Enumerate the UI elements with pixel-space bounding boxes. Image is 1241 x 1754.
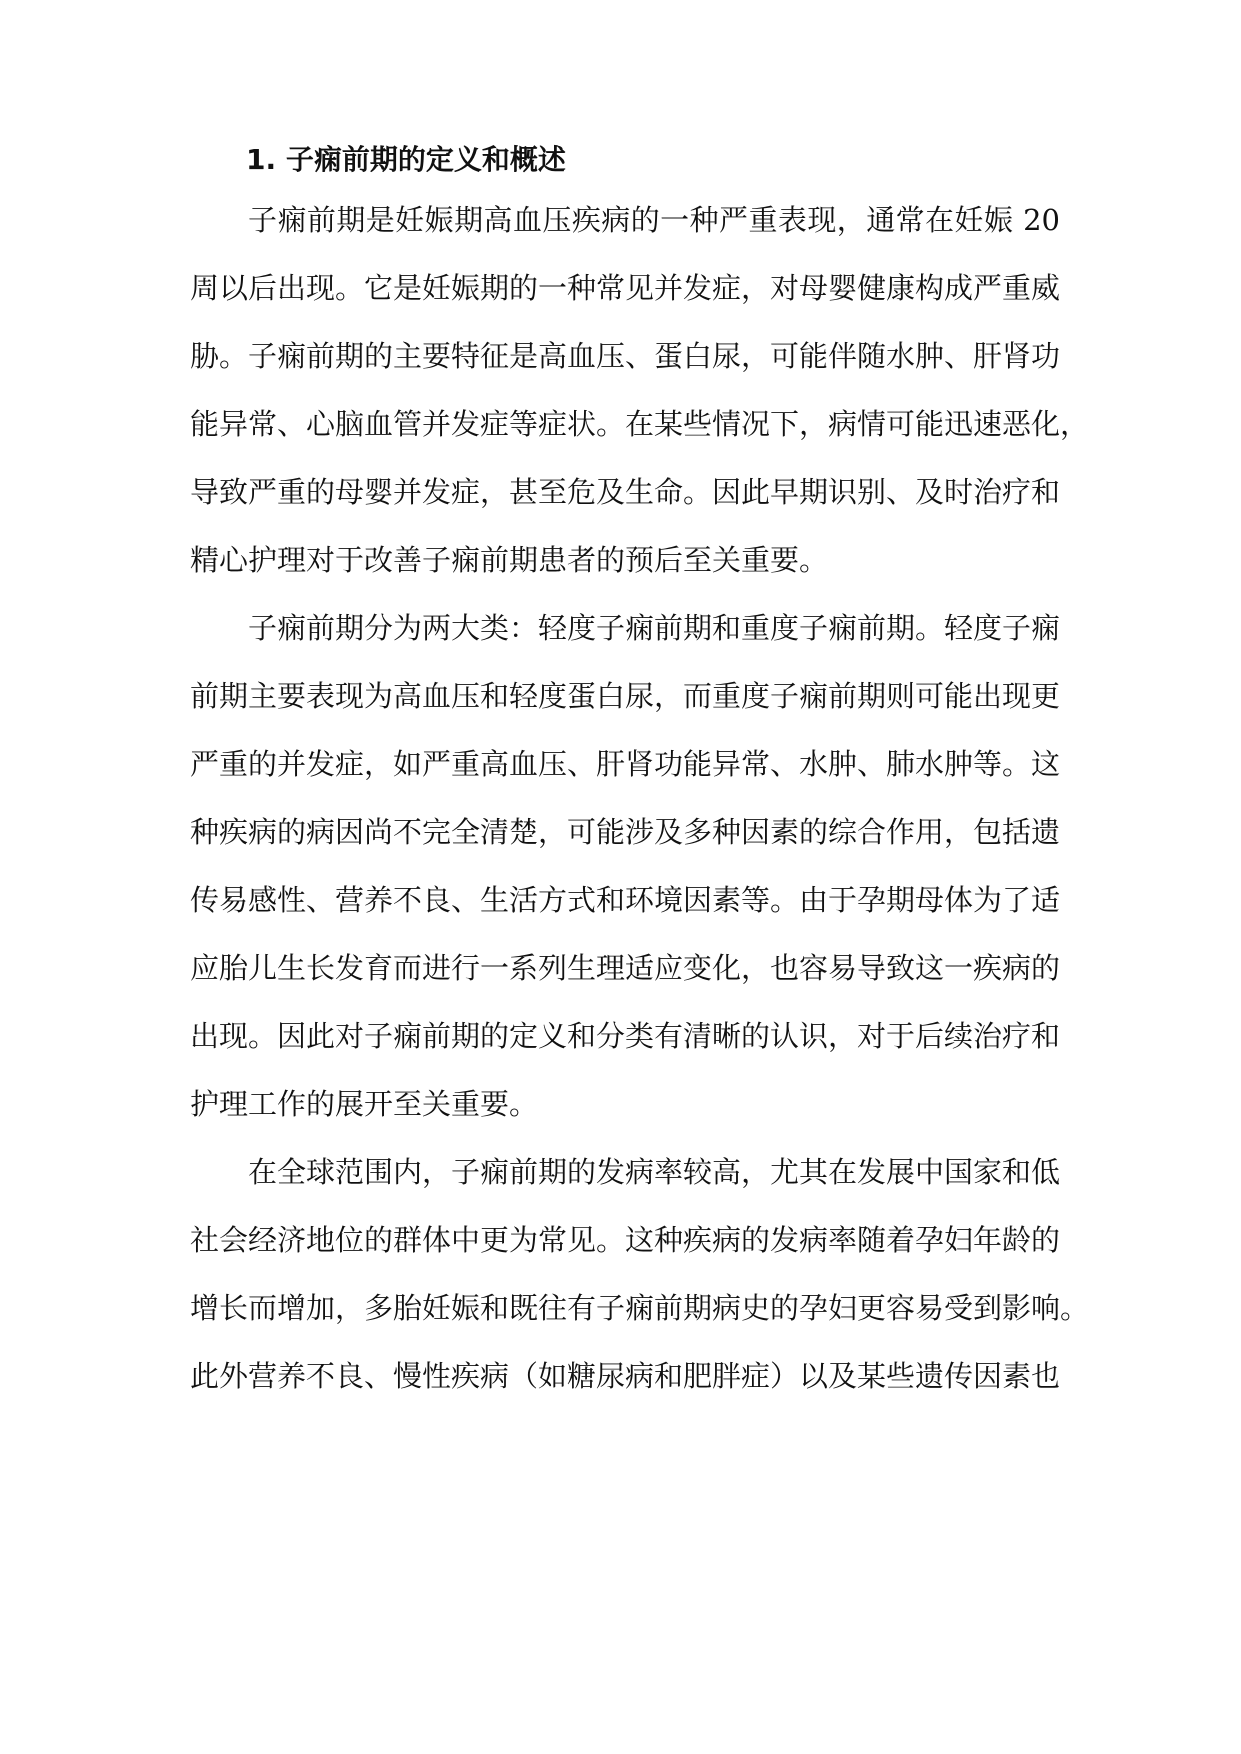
paragraph-3-line-1: 在全球范围内，子痫前期的发病率较高，尤其在发展中国家和低 [248, 1155, 1061, 1189]
paragraph-1-line-6: 精心护理对于改善子痫前期患者的预后至关重要。 [190, 543, 829, 577]
paragraph-2-line-8: 护理工作的展开至关重要。 [190, 1087, 539, 1121]
paragraph-2-line-4: 种疾病的病因尚不完全清楚，可能涉及多种因素的综合作用，包括遗 [190, 815, 1061, 849]
paragraph-2-line-3: 严重的并发症，如严重高血压、肝肾功能异常、水肿、肺水肿等。这 [190, 747, 1061, 781]
paragraph-2-line-7: 出现。因此对子痫前期的定义和分类有清晰的认识，对于后续治疗和 [190, 1019, 1061, 1053]
paragraph-1-line-1: 子痫前期是妊娠期高血压疾病的一种严重表现，通常在妊娠 20 [248, 203, 1060, 237]
paragraph-1-line-5: 导致严重的母婴并发症，甚至危及生命。因此早期识别、及时治疗和 [190, 475, 1061, 509]
paragraph-3-line-3: 增长而增加，多胎妊娠和既往有子痫前期病史的孕妇更容易受到影响。 [190, 1291, 1090, 1325]
paragraph-2-line-6: 应胎儿生长发育而进行一系列生理适应变化，也容易导致这一疾病的 [190, 951, 1061, 985]
paragraph-2-line-5: 传易感性、营养不良、生活方式和环境因素等。由于孕期母体为了适 [190, 883, 1061, 917]
paragraph-1-line-2: 周以后出现。它是妊娠期的一种常见并发症，对母婴健康构成严重威 [190, 271, 1061, 305]
paragraph-3-line-2: 社会经济地位的群体中更为常见。这种疾病的发病率随着孕妇年龄的 [190, 1223, 1061, 1257]
paragraph-2-line-2: 前期主要表现为高血压和轻度蛋白尿，而重度子痫前期则可能出现更 [190, 679, 1061, 713]
section-heading: 1. 子痫前期的定义和概述 [246, 143, 566, 176]
paragraph-2-line-1: 子痫前期分为两大类：轻度子痫前期和重度子痫前期。轻度子痫 [248, 611, 1061, 645]
paragraph-1-line-3: 胁。子痫前期的主要特征是高血压、蛋白尿，可能伴随水肿、肝肾功 [190, 339, 1061, 373]
paragraph-3-line-4: 此外营养不良、慢性疾病（如糖尿病和肥胖症）以及某些遗传因素也 [190, 1359, 1061, 1393]
paragraph-1-line-4: 能异常、心脑血管并发症等症状。在某些情况下，病情可能迅速恶化， [190, 407, 1090, 441]
